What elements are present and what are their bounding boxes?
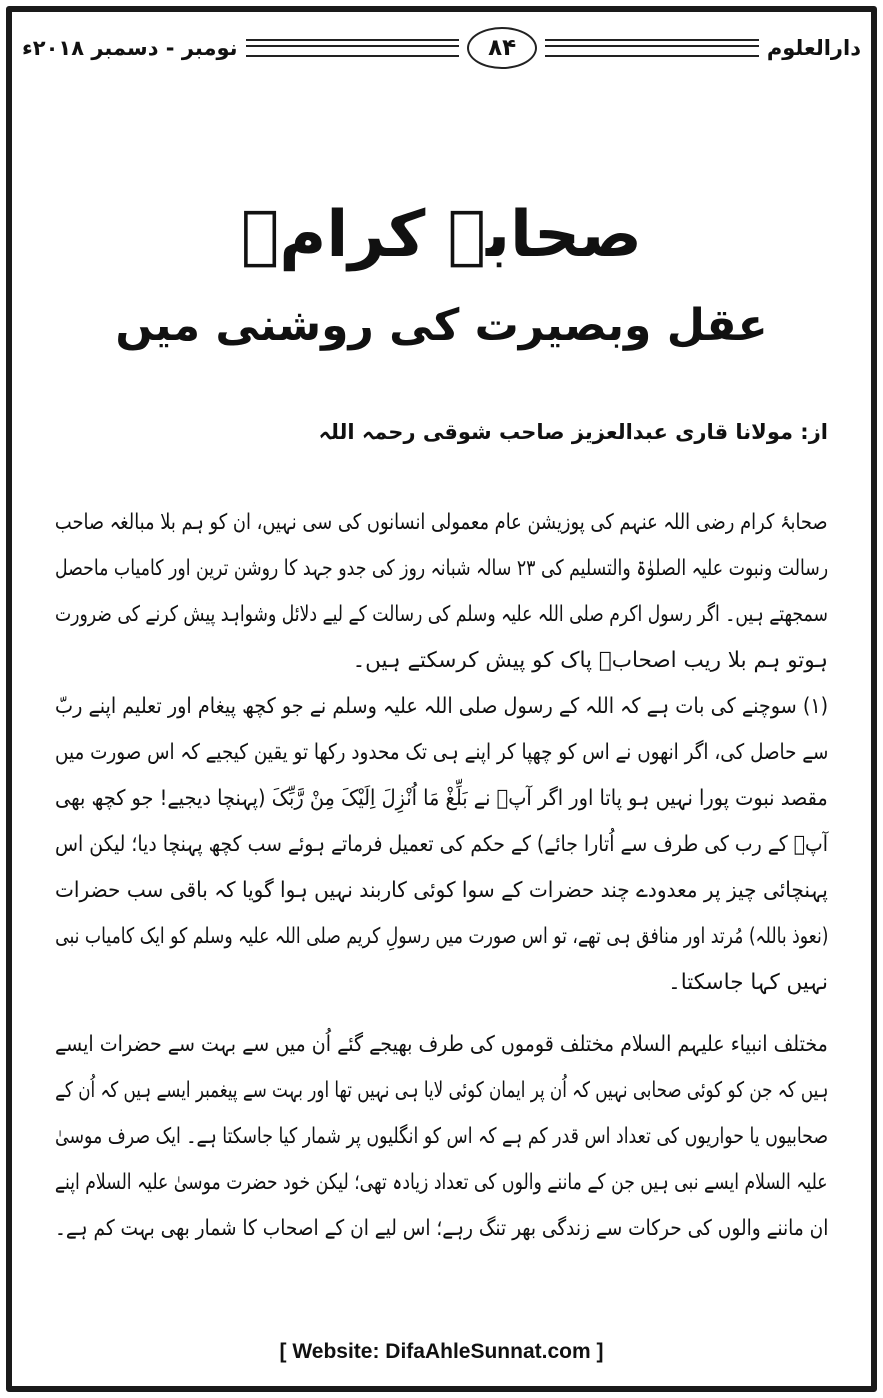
body-line: مختلف انبیاء علیہم السلام مختلف قوموں کی طرف بھیجے گئے اُن میں سے بہت سے حضرات ایسے	[55, 1032, 828, 1057]
issue-date: نومبر - دسمبر ۲۰۱۸ء	[22, 36, 238, 60]
body-line: رسالت ونبوت علیہ الصلوٰۃ والتسلیم کی ۲۳ سالہ شبانہ روز کی جدو جہد کا روشن ترین اور کامیاب ماحصل	[54, 556, 828, 581]
body-line: سے حاصل کی، اگر انھوں نے اس کو چھپا کر اپنے ہی تک محدود رکھا تو یقین کیجیے کہ اس صورت میں	[54, 740, 828, 765]
body-line: ہوتو ہم بلا ریب اصحابؓ پاک کو پیش کرسکتے ہیں۔	[352, 648, 828, 673]
body-line: ہیں کہ جن کو کوئی صحابی نہیں کہ اُن پر ایمان کوئی لایا ہی نہیں تھا اور بہت سے پیغمبر ایسے ہیں کہ اُن کے	[54, 1078, 828, 1103]
body-line: سمجھتے ہیں۔ اگر رسول اکرم صلی اللہ علیہ وسلم کی رسالت کے لیے دلائل وشواہد پیش کرنے کی ضرورت	[55, 602, 828, 627]
body-line: آپؐ کے رب کی طرف سے اُتارا جائے) کے حکم کی تعمیل فرماتے ہوئے سب کچھ پہنچا دیا؛ لیکن اس	[55, 832, 828, 857]
magazine-name: دارالعلوم	[766, 36, 861, 60]
body-line: علیہ السلام ایسے نبی ہیں جن کے ماننے والوں کی تعداد زیادہ تھی؛ لیکن خود حضرت موسیٰ علیہ السلام اپنے	[55, 1170, 828, 1195]
page-number: ۸۴	[467, 27, 537, 69]
author-line: از: مولانا قاری عبدالعزیز صاحب شوقی رحمہ اللہ	[318, 420, 828, 444]
body-line: ان ماننے والوں کی حرکات سے زندگی بھر تنگ رہے؛ اس لیے ان کے اصحاب کا شمار بھی بہت کم ہے۔	[54, 1216, 828, 1241]
body-line: پہنچائی چیز پر معدودے چند حضرات کے سوا کوئی کاربند نہیں ہوا گویا کہ باقی سب حضرات	[55, 878, 828, 903]
body-line: (۱) سوچنے کی بات ہے کہ اللہ کے رسول صلی اللہ علیہ وسلم نے جو کچھ پیغام اور تعلیم اپنے ربّ	[54, 694, 828, 719]
article-title: صحابۂ کرامؓ	[241, 198, 642, 272]
article-subtitle: عقل وبصیرت کی روشنی میں	[115, 300, 768, 351]
header-rule-left	[246, 39, 460, 57]
body-line: نہیں کہا جاسکتا۔	[668, 970, 828, 995]
body-line: مقصد نبوت پورا نہیں ہو پاتا اور اگر آپؐ نے بَلِّغْ مَا اُنْزِلَ اِلَیْکَ مِنْ رَّبِّکَ (پہنچا دیجیے! جو کچھ بھی	[55, 786, 828, 811]
body-line: (نعوذ باللہ) مُرتد اور منافق ہی تھے، تو اس صورت میں رسولِ کریم صلی اللہ علیہ وسلم کو ایک کامیاب نبی	[54, 924, 828, 949]
page-header	[22, 26, 861, 70]
header-rule-right	[545, 39, 759, 57]
body-line: صحابیوں یا حواریوں کی تعداد اس قدر کم ہے کہ اس کو انگلیوں پر شمار کیا جاسکتا ہے۔ ایک صرف موسیٰ	[54, 1124, 828, 1149]
website-footer: [ Website: DifaAhleSunnat.com ]	[279, 1340, 604, 1363]
body-line: صحابۂ کرام رضی اللہ عنہم کی پوزیشن عام معمولی انسانوں کی سی نہیں، ان کو ہم بلا مبالغہ صاحب	[55, 510, 828, 535]
